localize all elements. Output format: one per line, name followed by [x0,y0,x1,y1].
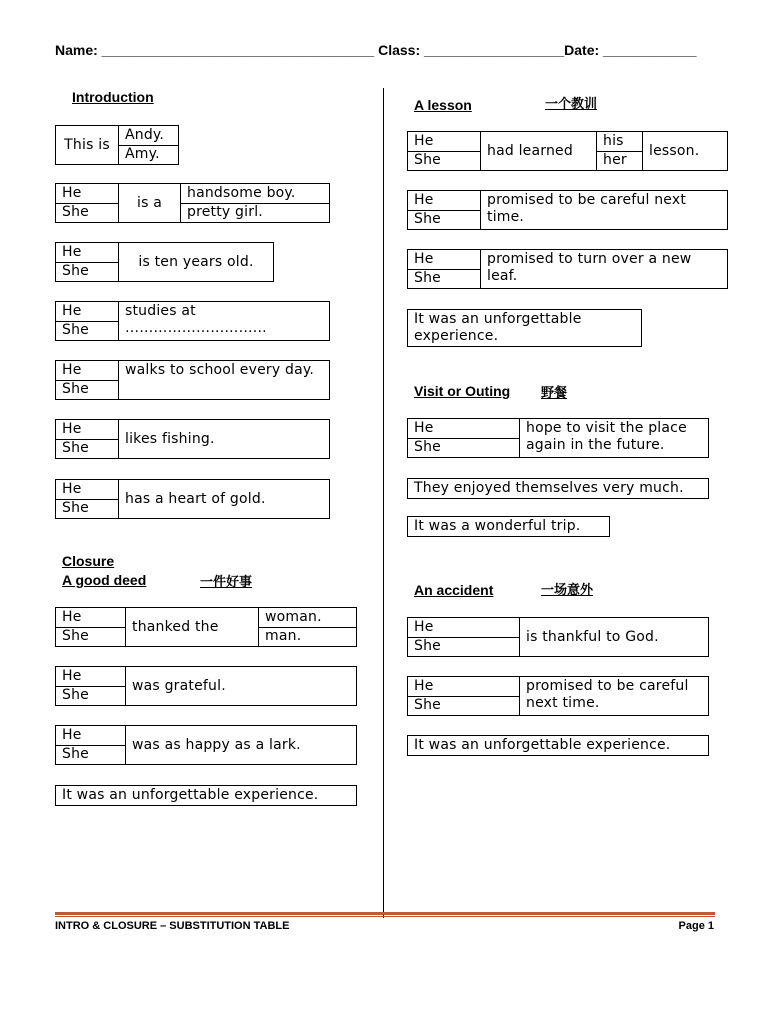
table-cell: lesson. [649,142,700,159]
table-cell: handsome boy. [187,184,296,201]
accident-chinese: 一场意外 [541,583,594,598]
lesson-table-unforgettable [407,309,642,347]
visit-chinese: 野餐 [541,386,568,401]
table-cell: She [408,151,480,171]
accident-table-careful [407,676,709,716]
table-cell: was as happy as a lark. [132,736,301,753]
table-cell: She [56,745,125,765]
intro-table-appearance [55,183,330,223]
intro-table-school [55,301,330,341]
table-cell: This is [64,136,110,153]
table-cell: She [56,439,118,459]
column-divider [383,88,384,918]
intro-table-name [55,125,179,165]
table-cell: He [62,480,82,497]
footer-rule [55,916,715,917]
table-cell: He [62,608,82,625]
table-cell: He [62,184,82,201]
lesson-table-careful [407,190,728,230]
table-cell: She [408,637,519,657]
table-cell: He [414,677,434,694]
good-deed-chinese: 一件好事 [200,575,253,590]
visit-table-enjoyed [407,478,709,499]
page-number: Page 1 [678,920,714,932]
lesson-table-learned [407,131,728,171]
table-cell: studies at ………………………... [125,303,267,336]
table-cell: She [408,269,480,289]
table-cell: thanked the [132,618,219,635]
table-cell: Andy. [125,126,165,143]
table-cell: She [56,499,118,519]
visit-heading: Visit or Outing [414,383,511,399]
introduction-heading: Introduction [72,89,154,105]
table-cell: pretty girl. [181,203,329,223]
closure-table-happy [55,725,357,765]
table-cell: walks to school every day. [125,362,315,378]
table-cell: She [56,321,118,341]
table-cell: She [408,438,519,458]
table-cell: He [62,302,82,319]
closure-table-unforgettable [55,785,357,806]
table-cell: It was an unforgettable experience. [414,737,671,753]
table-cell: He [62,361,82,378]
visit-table-hope [407,418,709,458]
header-fields: Name: ___________________________________ Class: __________________Date: ____________ [55,42,697,58]
footer-rule [55,912,715,915]
visit-table-wonderful [407,516,610,537]
intro-table-walk [55,360,330,400]
table-cell: It was a wonderful trip. [414,518,581,534]
table-cell: was grateful. [132,677,226,694]
table-cell: has a heart of gold. [125,490,266,507]
table-cell: her [597,151,642,171]
table-cell: It was an unforgettable experience. [414,311,582,344]
table-cell: man. [259,627,356,647]
table-cell: He [414,191,434,208]
table-cell: He [414,618,434,635]
accident-heading: An accident [414,582,494,598]
table-cell: He [414,250,434,267]
table-cell: It was an unforgettable experience. [62,787,319,803]
table-cell: He [62,243,82,260]
lesson-chinese: 一个教训 [545,97,598,112]
table-cell: She [408,210,480,230]
table-cell: his [603,132,624,149]
table-cell: He [414,132,434,149]
table-cell: is thankful to God. [526,628,659,645]
table-cell: Amy. [119,145,178,165]
intro-table-character [55,479,330,519]
table-cell: She [56,203,118,223]
closure-table-thanked [55,607,357,647]
table-cell: promised to turn over a new leaf. [487,251,692,284]
table-cell: woman. [265,608,322,625]
table-cell: She [56,627,125,647]
accident-table-thankful [407,617,709,657]
lesson-table-new-leaf [407,249,728,289]
table-cell: is ten years old. [138,253,254,270]
table-cell: She [56,686,125,706]
table-cell: She [56,262,118,282]
table-cell: had learned [487,142,573,159]
table-cell: hope to visit the place again in the future. [526,420,687,453]
table-cell: He [62,420,82,437]
table-cell: She [56,380,118,400]
good-deed-heading: A good deed [62,572,147,588]
table-cell: is a [136,194,162,211]
table-cell: She [408,696,519,716]
closure-heading: Closure [62,553,115,569]
accident-table-unforgettable [407,735,709,756]
lesson-heading: A lesson [414,97,472,113]
intro-table-age [55,242,274,282]
closure-table-grateful [55,666,357,706]
table-cell: He [414,419,434,436]
table-cell: promised to be careful next time. [487,192,687,225]
footer-title: INTRO & CLOSURE – SUBSTITUTION TABLE [55,920,290,932]
table-cell: He [62,667,82,684]
intro-table-hobby [55,419,330,459]
table-cell: They enjoyed themselves very much. [414,480,684,496]
table-cell: promised to be careful next time. [526,678,689,711]
table-cell: He [62,726,82,743]
table-cell: likes fishing. [125,430,215,447]
